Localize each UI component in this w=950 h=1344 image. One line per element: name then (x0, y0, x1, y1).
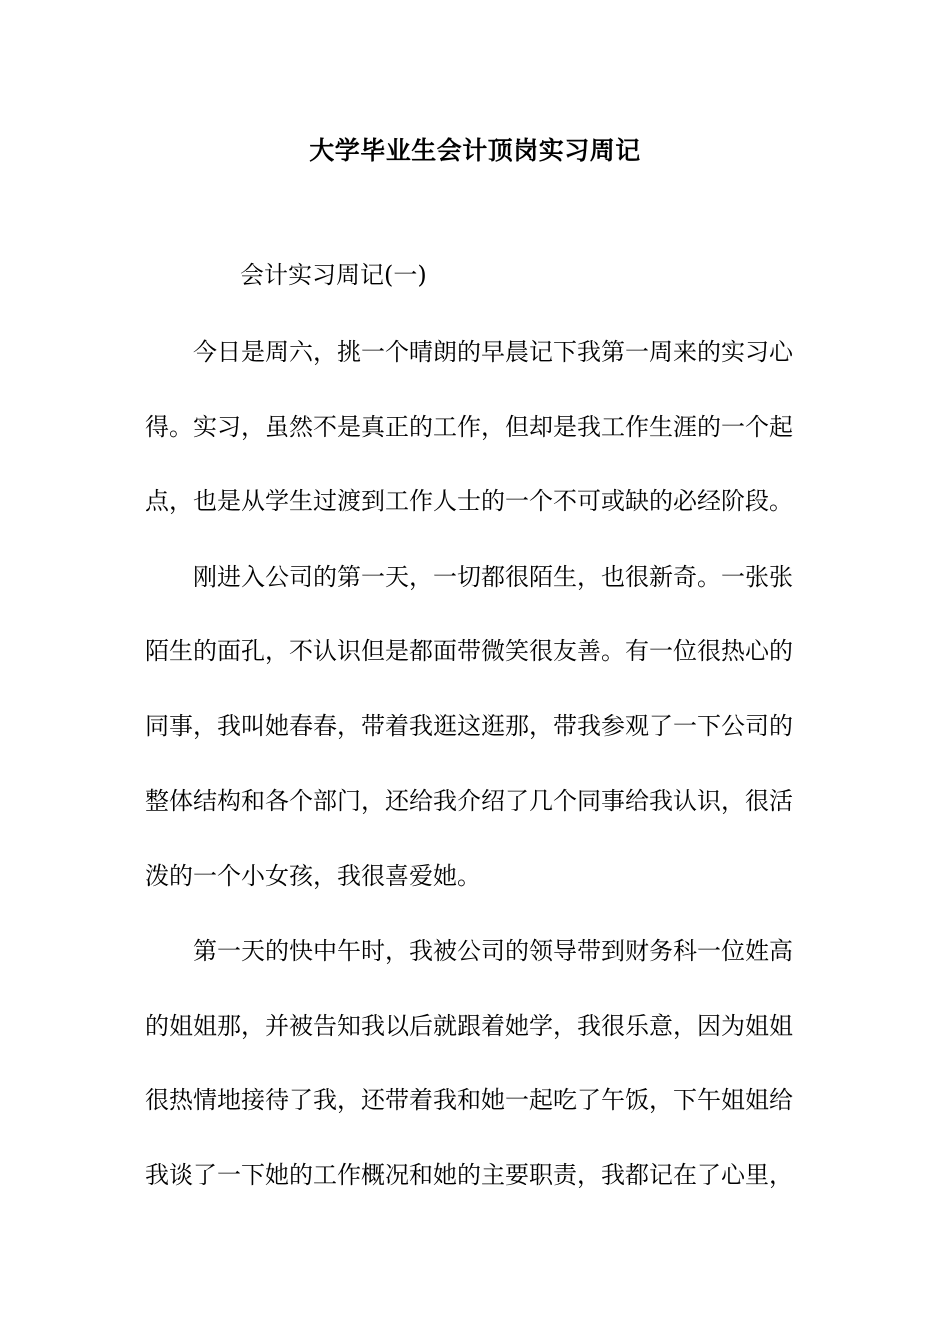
paragraph-line: 今日是周六，挑一个晴朗的早晨记下我第一周来的实习心 (193, 338, 793, 366)
paragraph-line: 整体结构和各个部门，还给我介绍了几个同事给我认识，很活 (145, 787, 793, 815)
paragraph-line: 陌生的面孔，不认识但是都面带微笑很友善。有一位很热心的 (145, 637, 793, 665)
section-heading: 会计实习周记(一) (240, 261, 427, 289)
paragraph-line: 刚进入公司的第一天，一切都很陌生，也很新奇。一张张 (193, 563, 793, 591)
paragraph-line: 第一天的快中午时，我被公司的领导带到财务科一位姓高 (193, 937, 793, 965)
document-title: 大学毕业生会计顶岗实习周记 (309, 136, 641, 165)
paragraph-line: 我谈了一下她的工作概况和她的主要职责，我都记在了心里， (145, 1161, 793, 1189)
paragraph-line: 泼的一个小女孩，我很喜爱她。 (145, 862, 481, 890)
paragraph-line: 同事，我叫她春春，带着我逛这逛那，带我参观了一下公司的 (145, 712, 793, 740)
paragraph-line: 的姐姐那，并被告知我以后就跟着她学，我很乐意，因为姐姐 (145, 1012, 793, 1040)
paragraph-line: 很热情地接待了我，还带着我和她一起吃了午饭，下午姐姐给 (145, 1086, 793, 1114)
paragraph-line: 得。实习，虽然不是真正的工作，但却是我工作生涯的一个起 (145, 413, 793, 441)
paragraph-line: 点，也是从学生过渡到工作人士的一个不可或缺的必经阶段。 (145, 487, 793, 515)
